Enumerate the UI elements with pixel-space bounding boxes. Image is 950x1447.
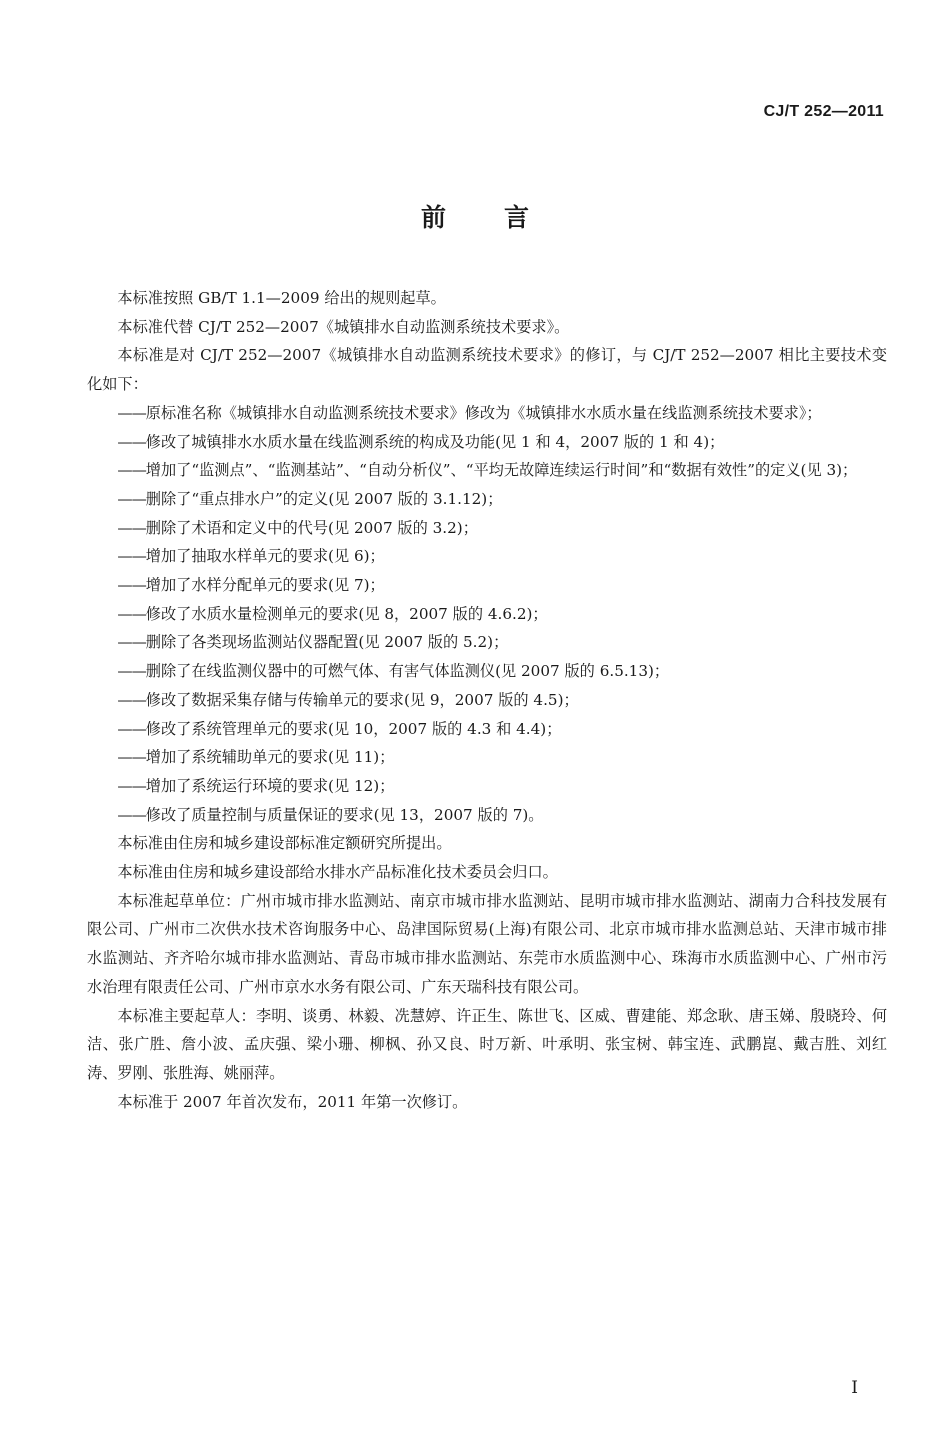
paragraph-under-jurisdiction: 本标准由住房和城乡建设部给水排水产品标准化技术委员会归口。: [117, 863, 558, 882]
list-item: ——增加了水样分配单元的要求(见 7)；: [117, 576, 385, 595]
list-item: ——删除了在线监测仪器中的可燃气体、有害气体监测仪(见 2007 版的 6.5.13)；: [117, 662, 670, 681]
list-item: ——删除了术语和定义中的代号(见 2007 版的 3.2)；: [117, 518, 478, 537]
list-item: ——修改了水质水量检测单元的要求(见 8，2007 版的 4.6.2)；: [117, 604, 548, 623]
list-item: ——增加了“监测点”、“监测基站”、“自动分析仪”、“平均无故障连续运行时间”和“数据有效性”的定义(见 3)；: [117, 461, 858, 480]
paragraph-replaces: 本标准代替 CJ/T 252—2007《城镇排水自动监测系统技术要求》。: [117, 317, 570, 336]
page-number: I: [851, 1378, 858, 1398]
list-item: ——增加了系统运行环境的要求(见 12)；: [117, 776, 395, 795]
list-item: ——删除了“重点排水户”的定义(见 2007 版的 3.1.12)；: [117, 489, 503, 508]
list-item: ——增加了抽取水样单元的要求(见 6)；: [117, 547, 385, 566]
list-item: ——修改了质量控制与质量保证的要求(见 13，2007 版的 7)。: [117, 805, 544, 824]
list-item: ——增加了系统辅助单元的要求(见 11)；: [117, 748, 395, 767]
paragraph-proposed-by: 本标准由住房和城乡建设部标准定额研究所提出。: [117, 834, 452, 853]
changes-list: [87, 399, 887, 830]
paragraph-release-history: 本标准于 2007 年首次发布，2011 年第一次修订。: [117, 1092, 468, 1111]
paragraph-main-drafters: 本标准主要起草人：李明、谈勇、林毅、冼慧婷、许正生、陈世飞、区威、曹建能、郑念耿、唐玉娣、殷晓玲、何洁、张广胜、詹小波、孟庆强、梁小珊、柳枫、孙又良、时万新、叶承明、张宝树、韩宝连、武鹏崑、戴吉胜、刘红涛、罗刚、张胜海、姚丽萍。: [87, 1006, 887, 1082]
list-item: ——修改了数据采集存储与传输单元的要求(见 9，2007 版的 4.5)；: [117, 690, 579, 709]
list-item: ——修改了系统管理单元的要求(见 10，2007 版的 4.3 和 4.4)；: [117, 719, 562, 738]
list-item: ——删除了各类现场监测站仪器配置(见 2007 版的 5.2)；: [117, 633, 509, 652]
page-title: 前言: [420, 203, 587, 232]
paragraph-drafting-units: 本标准起草单位：广州市城市排水监测站、南京市城市排水监测站、昆明市城市排水监测站、湖南力合科技发展有限公司、广州市二次供水技术咨询服务中心、岛津国际贸易(上海)有限公司、北京市城市排水监测总站、天津市城市排水监测站、齐齐哈尔城市排水监测站、青岛市城市排水监测站、东莞市水质监测中心、珠海市水质监测中心、广州市污水治理有限责任公司、广州市京水水务有限公司、广东天瑞科技有限公司。: [87, 891, 887, 996]
foreword-body: [87, 284, 887, 1116]
paragraph-revision-intro: 本标准是对 CJ/T 252—2007《城镇排水自动监测系统技术要求》的修订，与 CJ/T 252—2007 相比主要技术变化如下：: [87, 346, 888, 394]
list-item: ——原标准名称《城镇排水自动监测系统技术要求》修改为《城镇排水水质水量在线监测系统技术要求》；: [117, 403, 822, 422]
standard-code: CJ/T 252—2011: [763, 103, 884, 120]
paragraph-drafting-rules: 本标准按照 GB/T 1.1—2009 给出的规则起草。: [117, 289, 446, 307]
list-item: ——修改了城镇排水水质水量在线监测系统的构成及功能(见 1 和 4，2007 版的 1 和 4)；: [117, 432, 725, 451]
